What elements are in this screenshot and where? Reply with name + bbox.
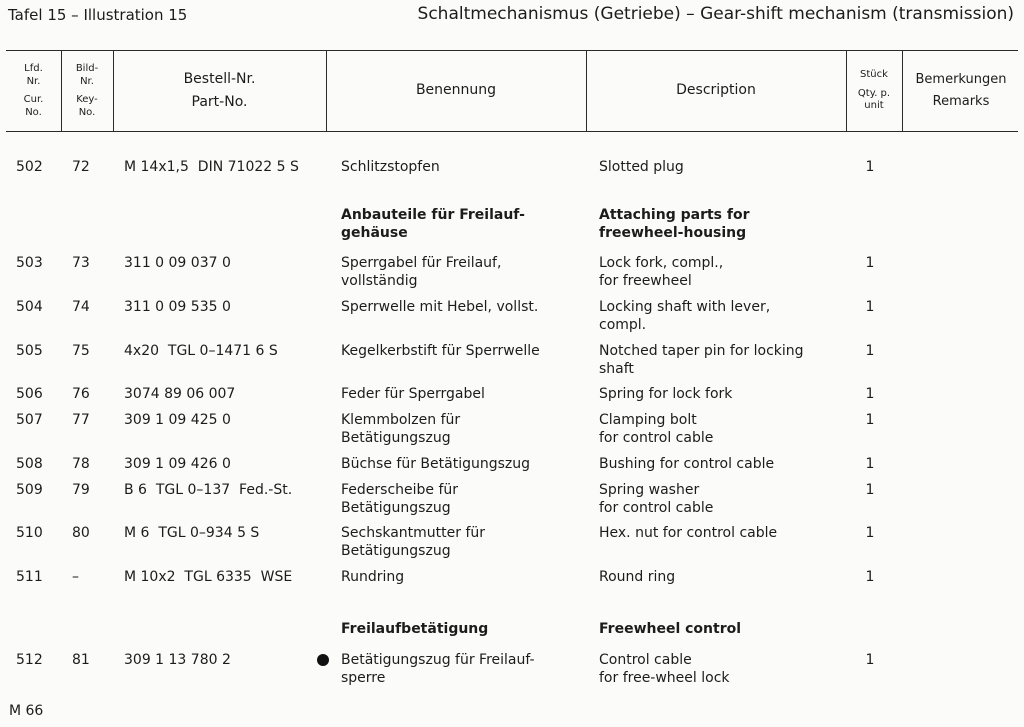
benennung: Sechskantmutter für (341, 525, 486, 541)
benennung: Betätigungszug (341, 430, 451, 446)
current-no: 512 (16, 652, 43, 668)
section-heading-de: Freilaufbetätigung (341, 621, 489, 637)
part-no: 309 1 13 780 2 (124, 652, 231, 668)
current-no: 511 (16, 569, 43, 585)
section-heading-de: gehäuse (341, 225, 408, 241)
part-no: M 10x2 TGL 6335 WSE (124, 569, 293, 585)
description: compl. (599, 317, 647, 333)
part-no: B 6 TGL 0–137 Fed.-St. (124, 482, 293, 498)
description: Notched taper pin for locking (599, 343, 804, 359)
key-no: 81 (72, 652, 90, 668)
description: Slotted plug (599, 159, 684, 175)
plate-label: Tafel 15 – Illustration 15 (8, 6, 188, 24)
col-header-benennung: Benennung (415, 82, 497, 99)
key-no: 76 (72, 386, 90, 402)
current-no: 508 (16, 456, 43, 472)
current-no: 503 (16, 255, 43, 271)
benennung: Kegelkerbstift für Sperrwelle (341, 343, 540, 359)
part-no: 309 1 09 425 0 (124, 412, 231, 428)
benennung: Betätigungszug (341, 543, 451, 559)
qty: 1 (865, 343, 875, 359)
col-header-qty: Stück Qty. p. unit (857, 69, 891, 112)
description: Spring for lock fork (599, 386, 733, 402)
key-no: 79 (72, 482, 90, 498)
qty: 1 (865, 569, 875, 585)
section-heading-en: freewheel-housing (599, 225, 747, 241)
current-no: 505 (16, 343, 43, 359)
key-no: 74 (72, 299, 90, 315)
qty: 1 (865, 525, 875, 541)
part-no: 311 0 09 037 0 (124, 255, 231, 271)
description: Bushing for control cable (599, 456, 775, 472)
part-no: M 14x1,5 DIN 71022 5 S (124, 159, 299, 175)
benennung: sperre (341, 670, 386, 686)
benennung: Federscheibe für (341, 482, 459, 498)
description: Clamping bolt (599, 412, 697, 428)
benennung: Betätigungszug für Freilauf- (341, 652, 535, 668)
page-number: M 66 (9, 703, 44, 719)
section-heading-en: Attaching parts for (599, 207, 750, 223)
key-no: 73 (72, 255, 90, 271)
qty: 1 (865, 255, 875, 271)
key-no: 80 (72, 525, 90, 541)
benennung: Rundring (341, 569, 405, 585)
section-heading-de: Anbauteile für Freilauf- (341, 207, 525, 223)
description: Control cable (599, 652, 692, 668)
key-no: 77 (72, 412, 90, 428)
part-no: 311 0 09 535 0 (124, 299, 231, 315)
description: Round ring (599, 569, 676, 585)
benennung: Büchse für Betätigungszug (341, 456, 530, 472)
description: Lock fork, compl., (599, 255, 724, 271)
part-no: M 6 TGL 0–934 5 S (124, 525, 260, 541)
description: Locking shaft with lever, (599, 299, 771, 315)
qty: 1 (865, 456, 875, 472)
qty: 1 (865, 386, 875, 402)
page-title: Schaltmechanismus (Getriebe) – Gear-shift mechanism (transmission) (417, 4, 1014, 24)
key-no: 78 (72, 456, 90, 472)
description: for control cable (599, 430, 714, 446)
part-no: 4x20 TGL 0–1471 6 S (124, 343, 278, 359)
description: for free-wheel lock (599, 670, 730, 686)
current-no: 510 (16, 525, 43, 541)
description: Spring washer (599, 482, 700, 498)
current-no: 502 (16, 159, 43, 175)
col-header-description: Description (676, 82, 756, 99)
benennung: Betätigungszug (341, 500, 451, 516)
col-header-part-no: Bestell-Nr. Part-No. (183, 70, 256, 110)
part-no: 3074 89 06 007 (124, 386, 236, 402)
qty: 1 (865, 482, 875, 498)
col-header-current-no: Lfd. Nr. Cur. No. (23, 63, 44, 118)
key-no: 72 (72, 159, 90, 175)
current-no: 504 (16, 299, 43, 315)
description: for freewheel (599, 273, 692, 289)
benennung: Feder für Sperrgabel (341, 386, 485, 402)
benennung: Schlitzstopfen (341, 159, 440, 175)
key-no: – (72, 569, 79, 585)
description: Hex. nut for control cable (599, 525, 778, 541)
key-no: 75 (72, 343, 90, 359)
description: shaft (599, 361, 634, 377)
qty: 1 (865, 299, 875, 315)
benennung: Klemmbolzen für (341, 412, 461, 428)
benennung: Sperrgabel für Freilauf, (341, 255, 502, 271)
current-no: 507 (16, 412, 43, 428)
part-no: 309 1 09 426 0 (124, 456, 231, 472)
benennung: Sperrwelle mit Hebel, vollst. (341, 299, 539, 315)
qty: 1 (865, 652, 875, 668)
bullet-dot-icon (317, 654, 329, 666)
col-header-key-no: Bild- Nr. Key- No. (75, 63, 99, 118)
description: for control cable (599, 500, 714, 516)
section-heading-en: Freewheel control (599, 621, 742, 637)
col-header-remarks: Bemerkungen Remarks (915, 71, 1007, 109)
current-no: 506 (16, 386, 43, 402)
benennung: vollständig (341, 273, 418, 289)
qty: 1 (865, 412, 875, 428)
qty: 1 (865, 159, 875, 175)
current-no: 509 (16, 482, 43, 498)
table-header-bottom-rule (6, 131, 1018, 132)
